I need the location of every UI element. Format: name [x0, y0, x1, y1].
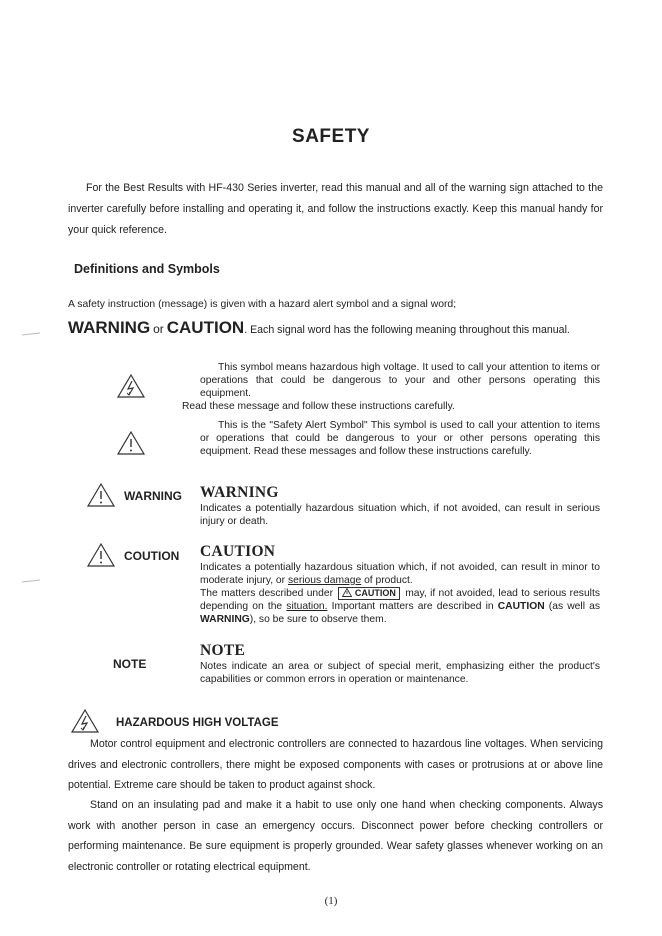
- high-voltage-description: [182, 361, 600, 413]
- safety-instruction-text: A safety instruction (message) is given with a hazard alert symbol and a signal word;: [68, 299, 457, 310]
- high-voltage-desc-text: This symbol means hazardous high voltage. It used to call your attention to items or operations that could be dangerous to your and other persons operating this equipment.: [200, 362, 600, 399]
- safety-alert-description: This is the "Safety Alert Symbol" This symbol is used to call your attention to items or operations that could be dangerous to your or other persons operating this equipment. Read these messages and follow these instructions carefully.: [200, 420, 600, 457]
- warning-label: WARNING: [124, 489, 182, 503]
- hazardous-paragraph-1: Motor control equipment and electronic controllers are connected to hazardous line voltages. When servicing drives and electronic controllers, there might be exposed components with cases or protrusions at or above line potential. Extreme care should be taken to product against shock.: [68, 738, 603, 791]
- caution-text-a: Indicates a potentially hazardous situation which, if not avoided, can result in minor to moderate injury, or: [200, 562, 600, 586]
- caution-chip: [338, 587, 400, 600]
- note-text: Notes indicate an area or subject of special merit, emphasizing either the product's capabilities or common errors in operation or maintenance.: [200, 661, 600, 685]
- caution-chip-label: CAUTION: [354, 588, 396, 598]
- warning-alert-icon: [86, 482, 116, 509]
- caution-text-b-final: ), so be sure to observe them.: [249, 614, 387, 626]
- signal-word-line: [68, 318, 570, 338]
- intro-paragraph: For the Best Results with HF-430 Series inverter, read this manual and all of the warning sign attached to the inverter carefully before installing and operating it, and follow the instructions exactly. Keep this manual handy for your quick reference.: [68, 182, 603, 236]
- caution-text-b-start: The matters described under: [200, 588, 334, 600]
- caution-warning-bold-word: WARNING: [200, 614, 250, 626]
- caution-alert-icon: [86, 542, 116, 569]
- signal-or-word: or: [153, 322, 164, 336]
- high-voltage-icon: [116, 373, 146, 399]
- caution-heading: CAUTION: [200, 543, 276, 560]
- caution-text-b-mid: may, if not avoided, lead to serious results depending on the: [200, 588, 600, 613]
- note-label: NOTE: [113, 657, 147, 671]
- caution-as-well-as: (as well as: [544, 601, 600, 613]
- signal-caution-word: CAUTION: [166, 318, 245, 337]
- caution-label: COUTION: [124, 549, 180, 563]
- warning-text: Indicates a potentially hazardous situation which, if not avoided, can result in serious injury or death.: [200, 503, 600, 527]
- signal-warning-word: WARNING: [68, 318, 151, 337]
- safety-alert-icon: [116, 430, 146, 456]
- caution-text-underlined: serious damage: [287, 575, 362, 586]
- page-title: SAFETY: [292, 126, 370, 147]
- warning-block: [200, 484, 600, 528]
- hazardous-heading: HAZARDOUS HIGH VOLTAGE: [116, 717, 279, 729]
- caution-text-a-end: of product.: [361, 575, 413, 586]
- note-heading: NOTE: [200, 642, 246, 659]
- warning-heading: WARNING: [200, 484, 279, 501]
- caution-bold-word: CAUTION: [497, 601, 545, 613]
- note-block: [200, 642, 600, 686]
- page-number: (1): [324, 895, 338, 907]
- hazard-high-voltage-icon: [70, 708, 100, 734]
- caution-text: [200, 561, 600, 626]
- signal-line-rest: . Each signal word has the following meaning throughout this manual.: [244, 324, 570, 336]
- high-voltage-desc-text-2: Read these message and follow these instructions carefully.: [182, 401, 455, 412]
- caution-chip-icon: [342, 588, 352, 597]
- caution-block: [200, 543, 600, 626]
- definitions-heading: Definitions and Symbols: [74, 262, 220, 276]
- caution-text-b-end: Important matters are described in: [327, 601, 498, 613]
- caution-text-situation: situation.: [286, 601, 328, 613]
- hazardous-paragraph-2: Stand on an insulating pad and make it a habit to use only one hand when checking components. Always work with another person in case an emergency occurs. Disconnect power before checking controllers or performing maintenance. Be sure equipment is properly grounded. Wear safety glasses whenever working on an electronic controller or rotating electrical equipment.: [68, 799, 603, 873]
